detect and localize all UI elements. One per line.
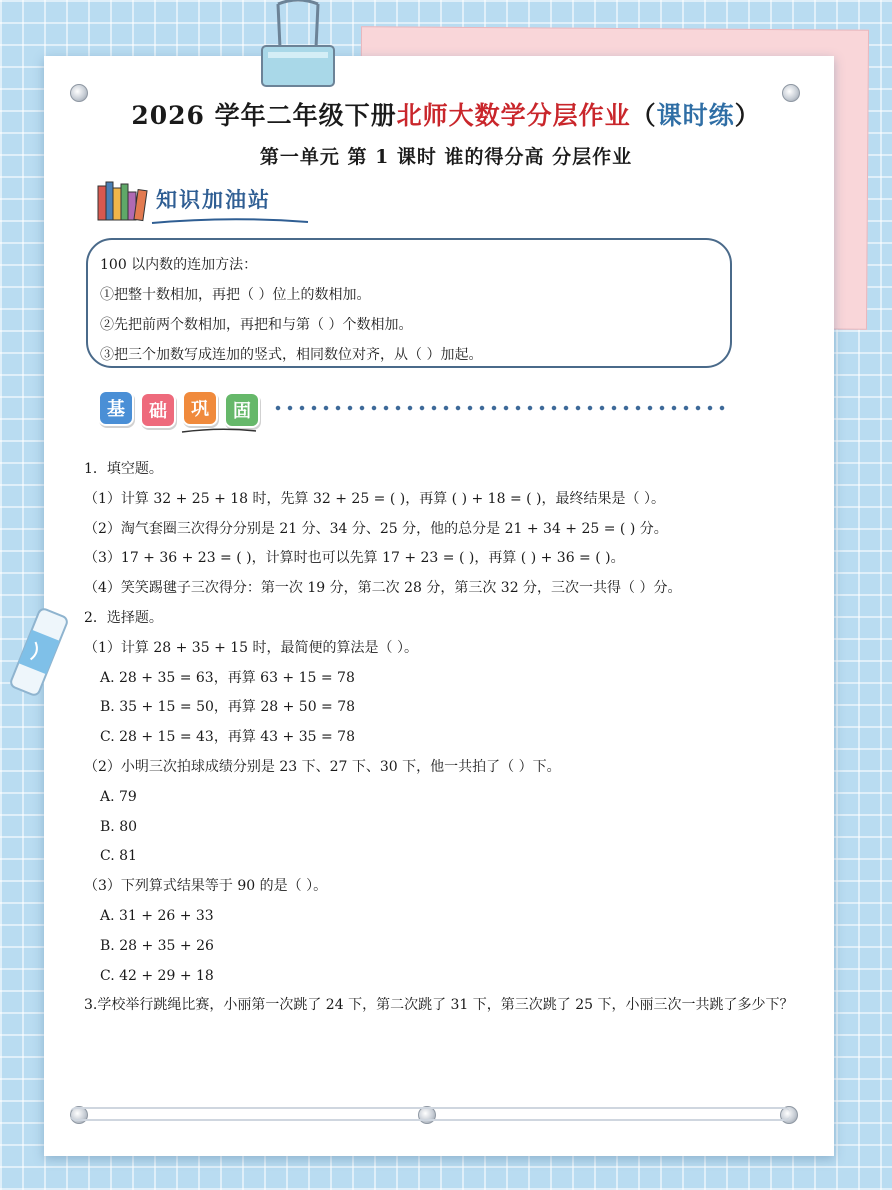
badge-gong: 巩 — [182, 390, 218, 426]
q2-sub3-stem: （3）下列算式结果等于 90 的是（ ）。 — [84, 878, 328, 895]
q3-text: 3.学校举行跳绳比赛，小丽第一次跳了 24 下，第二次跳了 31 下，第三次跳了 25 下，小丽三次一共跳了多少下？ — [84, 997, 794, 1014]
q1-item: （2）淘气套圈三次得分分别是 21 分、34 分、25 分，他的总分是 21 + 34 + 25 = ( ) 分。 — [84, 520, 668, 537]
badge-underline — [180, 426, 258, 436]
q1-item: （4）笑笑踢毽子三次得分：第一次 19 分，第二次 28 分，第三次 32 分，三次一共得（ ）分。 — [84, 580, 682, 597]
q2-sub3-option: A. 31 + 26 + 33 — [100, 907, 214, 924]
q1-item: （3）17 + 36 + 23 = ( )，计算时也可以先算 17 + 23 = ( )，再算 ( ) + 36 = ( )。 — [84, 550, 625, 567]
page-subtitle: 第一单元 第 1 课时 谁的得分高 分层作业 — [259, 146, 633, 168]
questions-content — [84, 455, 814, 1021]
binder-clip-icon — [248, 0, 348, 100]
knowledge-line: ③把三个加数写成连加的竖式，相同数位对齐，从（ ）加起。 — [100, 347, 483, 363]
page-title: 2026 学年二年级下册北师大数学分层作业（课时练） — [131, 101, 761, 130]
q2-sub2-option: B. 80 — [100, 818, 138, 835]
q2-sub1-option: B. 35 + 15 = 50，再算 28 + 50 = 78 — [100, 699, 356, 716]
books-icon — [96, 180, 148, 222]
dotted-divider — [272, 404, 727, 412]
bottom-rule — [70, 1107, 790, 1121]
section-underline — [150, 214, 310, 228]
q1-heading: 1．填空题。 — [84, 461, 163, 477]
q1-item: （1）计算 32 + 25 + 18 时，先算 32 + 25 = ( )，再算 ( ) + 18 = ( )，最终结果是（ ）。 — [84, 490, 665, 507]
q2-sub3-option: C. 42 + 29 + 18 — [100, 967, 214, 984]
eraser-icon — [6, 604, 72, 700]
knowledge-line: ①把整十数相加，再把（ ）位上的数相加。 — [100, 287, 371, 303]
q2-sub2-option: C. 81 — [100, 848, 137, 865]
badge-chu: 础 — [140, 392, 176, 428]
title-highlight-red: 北师大数学分层作业 — [396, 101, 631, 130]
badge-gu: 固 — [224, 392, 260, 428]
knowledge-line: ②先把前两个数相加，再把和与第（ ）个数相加。 — [100, 317, 413, 333]
q2-sub2-stem: （2）小明三次拍球成绩分别是 23 下、27 下、30 下，他一共拍了（ ）下。 — [84, 758, 561, 775]
knowledge-box — [86, 238, 732, 368]
q2-sub1-stem: （1）计算 28 + 35 + 15 时，最简便的算法是（ ）。 — [84, 639, 418, 656]
q2-sub2-option: A. 79 — [100, 788, 137, 805]
title-highlight-blue: 课时练 — [656, 101, 735, 130]
knowledge-line: 100 以内数的连加方法： — [100, 257, 258, 273]
q2-sub1-option: A. 28 + 35 = 63，再算 63 + 15 = 78 — [100, 669, 355, 686]
badge-ji: 基 — [98, 390, 134, 426]
q2-heading: 2．选择题。 — [84, 609, 163, 626]
knowledge-section-title: 知识加油站 — [156, 188, 271, 212]
q2-sub1-option: C. 28 + 15 = 43，再算 43 + 35 = 78 — [100, 729, 355, 746]
q2-sub3-option: B. 28 + 35 + 26 — [100, 937, 214, 954]
